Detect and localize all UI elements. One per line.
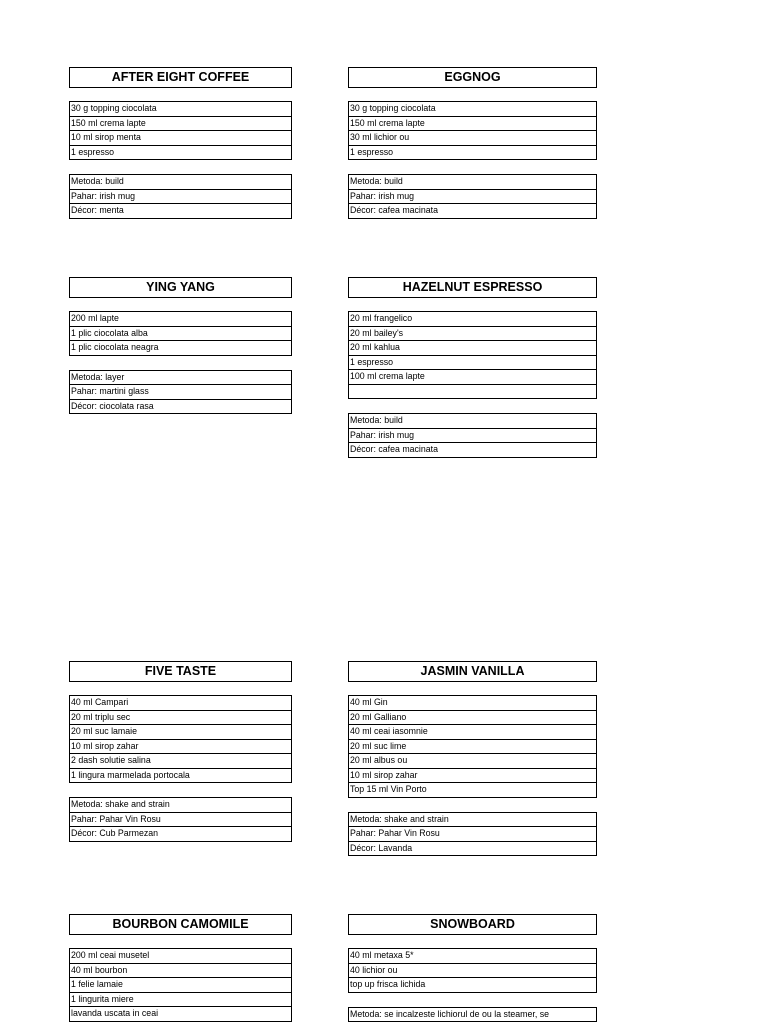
ingredient-cell: 1 lingura marmelada portocala [70,768,292,783]
ingredient-cell: 20 ml suc lamaie [70,725,292,740]
ingredient-cell: Top 15 ml Vin Porto [349,783,597,798]
ingredients-table [69,695,292,783]
table-row [349,355,597,370]
table-row [349,414,597,429]
method-cell: Metoda: build [349,414,597,429]
ingredient-cell: 1 espresso [349,145,597,160]
ingredient-cell: 20 ml kahlua [349,341,597,356]
table-row [349,102,597,117]
recipe-title: JASMIN VANILLA [348,661,597,682]
table-row [349,963,597,978]
method-table [69,174,292,219]
ingredients-table [348,695,597,798]
method-cell: Metoda: shake and strain [349,812,597,827]
recipe-title: AFTER EIGHT COFFEE [69,67,292,88]
ingredient-cell: 1 plic ciocolata neagra [70,341,292,356]
table-row [70,696,292,711]
decor-cell: Décor: Cub Parmezan [70,827,292,842]
decor-cell: Décor: cafea macinata [349,204,597,219]
table-row [349,370,597,385]
decor-cell: Décor: ciocolata rasa [70,399,292,414]
table-row [349,204,597,219]
table-row [349,131,597,146]
ingredient-cell: 40 ml Campari [70,696,292,711]
recipe-card [69,914,319,1022]
recipe-title: EGGNOG [348,67,597,88]
table-row [70,204,292,219]
ingredient-cell: 20 ml bailey's [349,326,597,341]
ingredient-cell: 200 ml ceai musetel [70,949,292,964]
table-row [349,768,597,783]
ingredient-cell: top up frisca lichida [349,978,597,993]
table-row [349,978,597,993]
ingredients-table [69,101,292,160]
table-row [70,189,292,204]
empty-cell [349,384,597,399]
recipe-title: YING YANG [69,277,292,298]
table-row [349,827,597,842]
method-table [69,797,292,842]
recipe-card [348,67,598,219]
table-row [70,399,292,414]
table-row [349,710,597,725]
method-table [69,370,292,415]
table-row [349,783,597,798]
table-row [349,145,597,160]
table-row [349,812,597,827]
table-row [349,696,597,711]
ingredient-cell: 30 g topping ciocolata [349,102,597,117]
table-row [349,725,597,740]
table-row [70,102,292,117]
ingredient-cell: 2 dash solutie salina [70,754,292,769]
recipe-title: FIVE TASTE [69,661,292,682]
recipe-title: BOURBON CAMOMILE [69,914,292,935]
recipe-card [69,67,319,219]
method-cell: Metoda: build [70,175,292,190]
decor-cell: Décor: Lavanda [349,841,597,856]
table-row [70,710,292,725]
ingredient-cell: 10 ml sirop zahar [70,739,292,754]
recipe-card [69,661,319,842]
table-row [70,754,292,769]
method-cell: Metoda: layer [70,370,292,385]
table-row [70,326,292,341]
ingredient-cell: 30 ml lichior ou [349,131,597,146]
ingredient-cell: 150 ml crema lapte [70,116,292,131]
recipe-card [348,661,598,856]
method-cell: Metoda: shake and strain [70,798,292,813]
glass-cell: Pahar: irish mug [349,189,597,204]
table-row [70,175,292,190]
table-row [349,443,597,458]
glass-cell: Pahar: Pahar Vin Rosu [70,812,292,827]
table-row [349,384,597,399]
ingredients-table [348,101,597,160]
ingredient-cell: 1 lingurita miere [70,992,292,1007]
table-row [349,341,597,356]
table-row [70,978,292,993]
table-row [349,739,597,754]
ingredient-cell: 40 ml bourbon [70,963,292,978]
table-row [70,768,292,783]
ingredient-cell: 10 ml sirop zahar [349,768,597,783]
decor-cell: Décor: menta [70,204,292,219]
recipe-card [348,914,598,1022]
ingredient-cell: 40 lichior ou [349,963,597,978]
table-row [70,385,292,400]
method-cell: Metoda: se incalzeste lichiorul de ou la steamer, se [349,1007,597,1022]
ingredient-cell: 1 espresso [70,145,292,160]
method-table [348,174,597,219]
table-row [70,963,292,978]
table-row [349,116,597,131]
ingredient-cell: 10 ml sirop menta [70,131,292,146]
table-row [70,798,292,813]
recipe-title: HAZELNUT ESPRESSO [348,277,597,298]
glass-cell: Pahar: Pahar Vin Rosu [349,827,597,842]
method-table [348,1007,597,1023]
recipe-card [69,277,319,414]
ingredient-cell: 40 ml metaxa 5* [349,949,597,964]
ingredients-table [69,948,292,1022]
decor-cell: Décor: cafea macinata [349,443,597,458]
table-row [70,725,292,740]
table-row [349,189,597,204]
ingredient-cell: 20 ml triplu sec [70,710,292,725]
method-table [348,812,597,857]
glass-cell: Pahar: irish mug [70,189,292,204]
method-cell: Metoda: build [349,175,597,190]
ingredient-cell: 40 ml ceai iasomnie [349,725,597,740]
table-row [70,812,292,827]
method-table [348,413,597,458]
table-row [349,326,597,341]
ingredient-cell: 1 felie lamaie [70,978,292,993]
ingredient-cell: 40 ml Gin [349,696,597,711]
ingredient-cell: 30 g topping ciocolata [70,102,292,117]
table-row [349,949,597,964]
table-row [70,739,292,754]
table-row [349,428,597,443]
ingredient-cell: lavanda uscata in ceai [70,1007,292,1022]
ingredient-cell: 20 ml suc lime [349,739,597,754]
ingredients-table [69,311,292,356]
table-row [349,312,597,327]
table-row [70,116,292,131]
glass-cell: Pahar: irish mug [349,428,597,443]
ingredient-cell: 20 ml frangelico [349,312,597,327]
table-row [70,827,292,842]
ingredients-table [348,311,597,399]
ingredients-table [348,948,597,993]
table-row [70,312,292,327]
recipe-card [348,277,598,458]
table-row [349,1007,597,1022]
table-row [70,341,292,356]
table-row [70,1007,292,1022]
table-row [349,754,597,769]
table-row [70,949,292,964]
table-row [70,145,292,160]
recipe-title: SNOWBOARD [348,914,597,935]
ingredient-cell: 1 espresso [349,355,597,370]
ingredient-cell: 20 ml Galliano [349,710,597,725]
ingredient-cell: 200 ml lapte [70,312,292,327]
ingredient-cell: 20 ml albus ou [349,754,597,769]
ingredient-cell: 100 ml crema lapte [349,370,597,385]
ingredient-cell: 1 plic ciocolata alba [70,326,292,341]
table-row [70,992,292,1007]
table-row [349,841,597,856]
glass-cell: Pahar: martini glass [70,385,292,400]
table-row [70,131,292,146]
table-row [70,370,292,385]
table-row [349,175,597,190]
ingredient-cell: 150 ml crema lapte [349,116,597,131]
